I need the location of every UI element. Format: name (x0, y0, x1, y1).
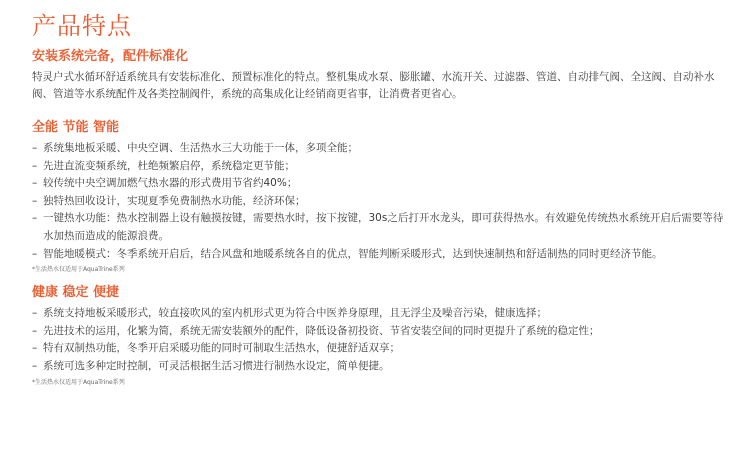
section-health-stable-convenient (32, 284, 732, 387)
bullet-dash-icon: – (32, 177, 38, 190)
feature-list-health (32, 305, 732, 375)
footnote-hot-water: *生活热水仅适用于AquaTrine系列 (32, 266, 125, 274)
list-item (32, 140, 732, 158)
list-item (32, 158, 732, 176)
list-item-text: 先进技术的运用，化繁为简，系统无需安装额外的配件，降低设备初投资、节省安装空间的同时更提升了系统的稳定性； (43, 324, 600, 337)
list-item-text: 一键热水功能：热水控制器上设有触摸按键，需要热水时，按下按键，30s之后打开水龙头，即可获得热水。有效避免传统热水系统开启后需要等待水加热而造成的能源浪费。 (43, 212, 724, 242)
section-health-title: 健康 稳定 便捷 (32, 285, 120, 301)
list-item-text: 特有双制热功能，冬季开启采暖功能的同时可制取生活热水，便捷舒适双享； (43, 342, 400, 355)
section-installation-title: 安装系统完备，配件标准化 (32, 49, 189, 64)
bullet-dash-icon: – (32, 159, 38, 172)
bullet-dash-icon: – (32, 307, 38, 320)
list-item-text: 智能地暖模式：冬季系统开启后，结合风盘和地暖系统各自的优点，智能判断采暖形式，达到快速制热和舒适制热的同时更经济节能。 (43, 247, 663, 260)
list-item-text: 系统支持地板采暖形式，较直接吹风的室内机形式更为符合中医养身原理，且无浮尘及噪音污染，健康选择； (43, 307, 547, 320)
list-item-text: 先进直流变频系统，杜绝频繁启停，系统稳定更节能； (43, 159, 295, 172)
list-item (32, 358, 732, 376)
bullet-dash-icon: – (32, 324, 38, 337)
bullet-dash-icon: – (32, 194, 38, 207)
list-item-text: 系统集地板采暖、中央空调、生活热水三大功能于一体，多项全能； (43, 142, 358, 154)
section-all-round-title: 全能 节能 智能 (32, 120, 120, 135)
list-item (32, 175, 732, 193)
section-installation (32, 48, 732, 103)
feature-list-all-round (32, 140, 732, 263)
list-item (32, 210, 732, 245)
section-all-round-energy-smart (32, 119, 732, 275)
footnote-hot-water: *生活热水仅适用于AquaTrine系列 (32, 378, 125, 386)
page-title: 产品特点 (32, 12, 132, 40)
list-item-text: 较传统中央空调加燃气热水器的形式费用节省约40%； (43, 177, 298, 190)
product-features-page (32, 10, 732, 388)
bullet-dash-icon: – (32, 342, 38, 355)
list-item-text: 独特热回收设计，实现夏季免费制热水功能，经济环保； (43, 194, 306, 207)
section-installation-paragraph: 特灵户式水循环舒适系统具有安装标准化、预置标准化的特点。整机集成水泵、膨胀罐、水流开关、过滤器、管道、自动排气阀、全这阀、自动补水阀、管道等水系统配件及各类控制阀件，系统的高集成化让经销商更省事，让消费者更省心。 (32, 71, 715, 100)
list-item (32, 193, 732, 211)
bullet-dash-icon: – (32, 142, 38, 154)
list-item-text: 系统可选多种定时控制，可灵活根据生活习惯进行制热水设定，简单便捷。 (43, 359, 390, 372)
bullet-dash-icon: – (32, 212, 38, 225)
bullet-dash-icon: – (32, 359, 38, 372)
list-item (32, 246, 732, 264)
list-item (32, 340, 732, 358)
list-item (32, 323, 732, 341)
bullet-dash-icon: – (32, 247, 38, 260)
list-item (32, 305, 732, 323)
